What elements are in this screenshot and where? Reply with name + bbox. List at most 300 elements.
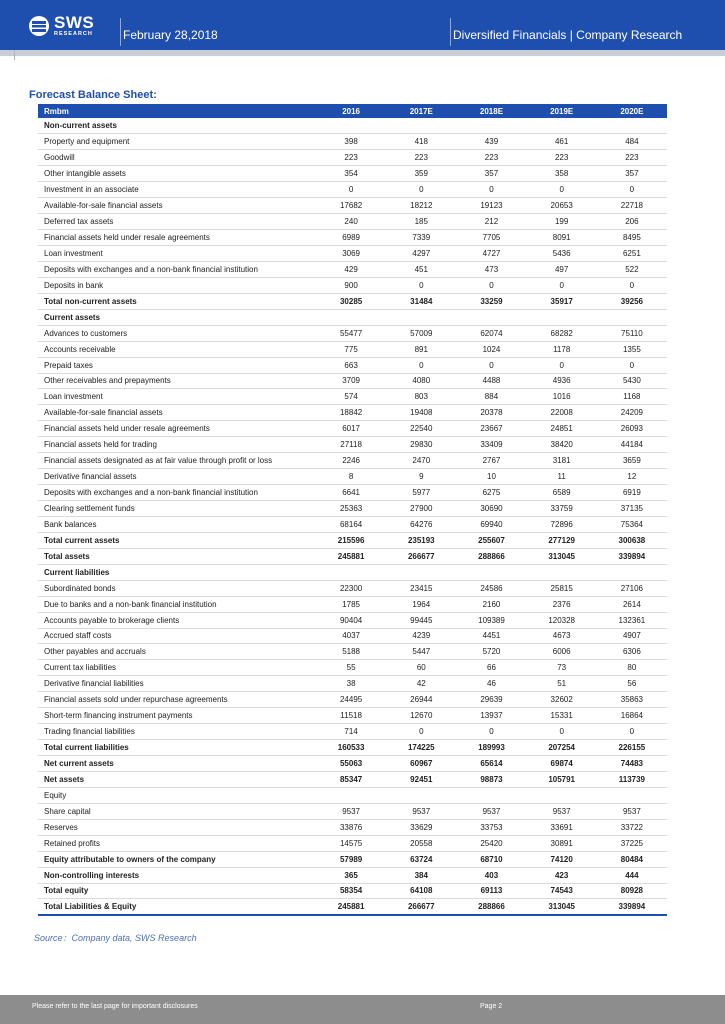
- cell-value: 25815: [527, 580, 597, 596]
- column-header-year: 2018E: [456, 104, 526, 118]
- column-header-label: Rmbm: [38, 104, 316, 118]
- cell-value: 313045: [527, 899, 597, 915]
- cell-value: 25363: [316, 501, 386, 517]
- row-label: Deposits with exchanges and a non-bank financial institution: [38, 261, 316, 277]
- cell-value: 5447: [386, 644, 456, 660]
- table-row: [38, 787, 667, 803]
- table-row: [38, 437, 667, 453]
- row-label: Total assets: [38, 548, 316, 564]
- cell-value: 75364: [597, 516, 667, 532]
- cell-value: 403: [456, 867, 526, 883]
- cell-value: 245881: [316, 548, 386, 564]
- cell-value: 9537: [316, 803, 386, 819]
- cell-value: 64108: [386, 883, 456, 899]
- cell-value: 0: [456, 724, 526, 740]
- row-label: Non-current assets: [38, 118, 316, 134]
- cell-value: 900: [316, 277, 386, 293]
- cell-value: 255607: [456, 532, 526, 548]
- cell-value: 33722: [597, 819, 667, 835]
- cell-value: 384: [386, 867, 456, 883]
- row-label: Reserves: [38, 819, 316, 835]
- cell-value: [527, 309, 597, 325]
- row-label: Total non-current assets: [38, 293, 316, 309]
- table-row: [38, 389, 667, 405]
- cell-value: 6306: [597, 644, 667, 660]
- cell-value: [316, 118, 386, 134]
- cell-value: 1168: [597, 389, 667, 405]
- cell-value: 17682: [316, 198, 386, 214]
- cell-value: 207254: [527, 740, 597, 756]
- table-row: [38, 277, 667, 293]
- cell-value: 4673: [527, 628, 597, 644]
- cell-value: 0: [456, 277, 526, 293]
- cell-value: [386, 787, 456, 803]
- row-label: Goodwill: [38, 150, 316, 166]
- total-row: [38, 867, 667, 883]
- header-underline: [0, 50, 725, 56]
- row-label: Derivative financial assets: [38, 469, 316, 485]
- table-row: [38, 341, 667, 357]
- cell-value: 60967: [386, 756, 456, 772]
- cell-value: 0: [527, 277, 597, 293]
- cell-value: 10: [456, 469, 526, 485]
- table-row: [38, 516, 667, 532]
- cell-value: 4451: [456, 628, 526, 644]
- cell-value: 1024: [456, 341, 526, 357]
- cell-value: 3659: [597, 453, 667, 469]
- row-label: Available-for-sale financial assets: [38, 405, 316, 421]
- cell-value: 23415: [386, 580, 456, 596]
- cell-value: 11: [527, 469, 597, 485]
- cell-value: 19123: [456, 198, 526, 214]
- cell-value: 2614: [597, 596, 667, 612]
- cell-value: 0: [456, 182, 526, 198]
- cell-value: 223: [597, 150, 667, 166]
- cell-value: 574: [316, 389, 386, 405]
- cell-value: 240: [316, 214, 386, 230]
- table-row: [38, 150, 667, 166]
- row-label: Financial assets held under resale agreements: [38, 230, 316, 246]
- cell-value: 18212: [386, 198, 456, 214]
- cell-value: 223: [527, 150, 597, 166]
- cell-value: [316, 564, 386, 580]
- cell-value: 0: [456, 357, 526, 373]
- cell-value: 418: [386, 134, 456, 150]
- cell-value: 2376: [527, 596, 597, 612]
- cell-value: 57009: [386, 325, 456, 341]
- cell-value: 16864: [597, 708, 667, 724]
- cell-value: 300638: [597, 532, 667, 548]
- row-label: Financial assets held for trading: [38, 437, 316, 453]
- table-row: [38, 261, 667, 277]
- cell-value: 160533: [316, 740, 386, 756]
- cell-value: 891: [386, 341, 456, 357]
- cell-value: 473: [456, 261, 526, 277]
- cell-value: 30891: [527, 835, 597, 851]
- source-note: Source：Company data, SWS Research: [34, 933, 197, 943]
- cell-value: 522: [597, 261, 667, 277]
- cell-value: 4936: [527, 373, 597, 389]
- cell-value: [597, 787, 667, 803]
- sws-logo: [28, 14, 94, 38]
- cell-value: 105791: [527, 771, 597, 787]
- table-row: [38, 628, 667, 644]
- table-row: [38, 692, 667, 708]
- table-row: [38, 676, 667, 692]
- row-label: Due to banks and a non-bank financial institution: [38, 596, 316, 612]
- cell-value: 39256: [597, 293, 667, 309]
- table-row: [38, 819, 667, 835]
- report-category: Diversified Financials | Company Research: [453, 28, 683, 42]
- row-label: Prepaid taxes: [38, 357, 316, 373]
- cell-value: 9537: [386, 803, 456, 819]
- table-row: [38, 246, 667, 262]
- cell-value: 803: [386, 389, 456, 405]
- cell-value: 51: [527, 676, 597, 692]
- cell-value: [527, 787, 597, 803]
- table-row: [38, 803, 667, 819]
- cell-value: 288866: [456, 899, 526, 915]
- header-divider: [14, 50, 15, 60]
- cell-value: 223: [456, 150, 526, 166]
- forecast-balance-sheet-table: [38, 104, 667, 916]
- header-separator: [450, 18, 451, 46]
- row-label: Trading financial liabilities: [38, 724, 316, 740]
- cell-value: 30690: [456, 501, 526, 517]
- table-row: [38, 182, 667, 198]
- section-row: [38, 118, 667, 134]
- cell-value: 74483: [597, 756, 667, 772]
- cell-value: 423: [527, 867, 597, 883]
- cell-value: 339894: [597, 548, 667, 564]
- table-row: [38, 612, 667, 628]
- cell-value: 3069: [316, 246, 386, 262]
- cell-value: [597, 118, 667, 134]
- page-number: Page 2: [480, 1003, 503, 1010]
- cell-value: 22008: [527, 405, 597, 421]
- cell-value: [527, 118, 597, 134]
- cell-value: 1355: [597, 341, 667, 357]
- cell-value: [597, 564, 667, 580]
- cell-value: 9537: [456, 803, 526, 819]
- cell-value: 189993: [456, 740, 526, 756]
- cell-value: 2246: [316, 453, 386, 469]
- cell-value: 27106: [597, 580, 667, 596]
- row-label: Investment in an associate: [38, 182, 316, 198]
- cell-value: 6589: [527, 485, 597, 501]
- total-row: [38, 899, 667, 915]
- table-row: [38, 134, 667, 150]
- row-label: Available-for-sale financial assets: [38, 198, 316, 214]
- row-label: Deferred tax assets: [38, 214, 316, 230]
- cell-value: 4297: [386, 246, 456, 262]
- cell-value: 0: [386, 724, 456, 740]
- row-label: Accounts payable to brokerage clients: [38, 612, 316, 628]
- row-label: Accounts receivable: [38, 341, 316, 357]
- table-row: [38, 485, 667, 501]
- cell-value: 451: [386, 261, 456, 277]
- cell-value: 4488: [456, 373, 526, 389]
- cell-value: 9: [386, 469, 456, 485]
- cell-value: 68282: [527, 325, 597, 341]
- cell-value: 398: [316, 134, 386, 150]
- cell-value: 19408: [386, 405, 456, 421]
- cell-value: 68710: [456, 851, 526, 867]
- row-label: Clearing settlement funds: [38, 501, 316, 517]
- cell-value: 2160: [456, 596, 526, 612]
- cell-value: 33876: [316, 819, 386, 835]
- total-row: [38, 883, 667, 899]
- column-header-year: 2019E: [527, 104, 597, 118]
- cell-value: 132361: [597, 612, 667, 628]
- cell-value: 38420: [527, 437, 597, 453]
- cell-value: 884: [456, 389, 526, 405]
- cell-value: 31484: [386, 293, 456, 309]
- cell-value: 33259: [456, 293, 526, 309]
- cell-value: 68164: [316, 516, 386, 532]
- report-date: February 28,2018: [123, 28, 218, 42]
- cell-value: [316, 787, 386, 803]
- cell-value: 23667: [456, 421, 526, 437]
- total-row: [38, 293, 667, 309]
- row-label: Advances to customers: [38, 325, 316, 341]
- total-row: [38, 740, 667, 756]
- table-row: [38, 644, 667, 660]
- page-header: [0, 0, 725, 50]
- table-row: [38, 660, 667, 676]
- column-header-year: 2020E: [597, 104, 667, 118]
- cell-value: 12: [597, 469, 667, 485]
- cell-value: 109389: [456, 612, 526, 628]
- table-row: [38, 453, 667, 469]
- total-row: [38, 851, 667, 867]
- logo-text: SWS: [54, 13, 95, 32]
- cell-value: 37225: [597, 835, 667, 851]
- cell-value: 1178: [527, 341, 597, 357]
- row-label: Deposits with exchanges and a non-bank financial institution: [38, 485, 316, 501]
- total-row: [38, 771, 667, 787]
- cell-value: 359: [386, 166, 456, 182]
- cell-value: 33753: [456, 819, 526, 835]
- cell-value: 99445: [386, 612, 456, 628]
- cell-value: 5188: [316, 644, 386, 660]
- row-label: Current tax liabilities: [38, 660, 316, 676]
- cell-value: 206: [597, 214, 667, 230]
- cell-value: 13937: [456, 708, 526, 724]
- table-row: [38, 469, 667, 485]
- table-row: [38, 708, 667, 724]
- cell-value: 24209: [597, 405, 667, 421]
- total-row: [38, 756, 667, 772]
- cell-value: 22718: [597, 198, 667, 214]
- cell-value: [456, 564, 526, 580]
- cell-value: 199: [527, 214, 597, 230]
- cell-value: 212: [456, 214, 526, 230]
- table-row: [38, 580, 667, 596]
- cell-value: 113739: [597, 771, 667, 787]
- row-label: Financial assets designated as at fair value through profit or loss: [38, 453, 316, 469]
- cell-value: 73: [527, 660, 597, 676]
- cell-value: [316, 309, 386, 325]
- row-label: Equity: [38, 787, 316, 803]
- cell-value: 20378: [456, 405, 526, 421]
- table-row: [38, 214, 667, 230]
- cell-value: 30285: [316, 293, 386, 309]
- cell-value: 20653: [527, 198, 597, 214]
- cell-value: 226155: [597, 740, 667, 756]
- row-label: Net assets: [38, 771, 316, 787]
- cell-value: 6641: [316, 485, 386, 501]
- cell-value: 223: [386, 150, 456, 166]
- sws-logo-icon: [28, 15, 50, 37]
- cell-value: 1785: [316, 596, 386, 612]
- cell-value: 22540: [386, 421, 456, 437]
- row-label: Retained profits: [38, 835, 316, 851]
- cell-value: 69874: [527, 756, 597, 772]
- cell-value: 365: [316, 867, 386, 883]
- cell-value: 64276: [386, 516, 456, 532]
- cell-value: 3181: [527, 453, 597, 469]
- row-label: Current assets: [38, 309, 316, 325]
- cell-value: 9537: [597, 803, 667, 819]
- cell-value: 714: [316, 724, 386, 740]
- cell-value: 27900: [386, 501, 456, 517]
- row-label: Financial assets held under resale agreements: [38, 421, 316, 437]
- cell-value: 44184: [597, 437, 667, 453]
- row-label: Property and equipment: [38, 134, 316, 150]
- cell-value: 339894: [597, 899, 667, 915]
- cell-value: 46: [456, 676, 526, 692]
- table-header-row: [38, 104, 667, 118]
- row-label: Equity attributable to owners of the company: [38, 851, 316, 867]
- cell-value: 8495: [597, 230, 667, 246]
- cell-value: 7705: [456, 230, 526, 246]
- cell-value: 174225: [386, 740, 456, 756]
- cell-value: 0: [597, 182, 667, 198]
- cell-value: 38: [316, 676, 386, 692]
- cell-value: 0: [597, 724, 667, 740]
- cell-value: [456, 118, 526, 134]
- cell-value: 357: [597, 166, 667, 182]
- cell-value: [386, 309, 456, 325]
- table-row: [38, 421, 667, 437]
- table-row: [38, 166, 667, 182]
- row-label: Share capital: [38, 803, 316, 819]
- cell-value: 37135: [597, 501, 667, 517]
- cell-value: 439: [456, 134, 526, 150]
- table-row: [38, 835, 667, 851]
- cell-value: 33409: [456, 437, 526, 453]
- cell-value: 26093: [597, 421, 667, 437]
- cell-value: 429: [316, 261, 386, 277]
- cell-value: 2767: [456, 453, 526, 469]
- cell-value: 0: [386, 277, 456, 293]
- cell-value: 277129: [527, 532, 597, 548]
- row-label: Loan investment: [38, 246, 316, 262]
- cell-value: 266677: [386, 899, 456, 915]
- cell-value: 12670: [386, 708, 456, 724]
- cell-value: 55477: [316, 325, 386, 341]
- cell-value: 20558: [386, 835, 456, 851]
- cell-value: 5720: [456, 644, 526, 660]
- cell-value: 33629: [386, 819, 456, 835]
- row-label: Accrued staff costs: [38, 628, 316, 644]
- cell-value: 60: [386, 660, 456, 676]
- cell-value: 80484: [597, 851, 667, 867]
- cell-value: 69940: [456, 516, 526, 532]
- cell-value: 484: [597, 134, 667, 150]
- table-body: [38, 118, 667, 915]
- cell-value: 15331: [527, 708, 597, 724]
- cell-value: 26944: [386, 692, 456, 708]
- cell-value: 6919: [597, 485, 667, 501]
- section-row: [38, 309, 667, 325]
- cell-value: 0: [527, 182, 597, 198]
- cell-value: 223: [316, 150, 386, 166]
- column-header-year: 2017E: [386, 104, 456, 118]
- cell-value: 57989: [316, 851, 386, 867]
- table-row: [38, 230, 667, 246]
- cell-value: [386, 564, 456, 580]
- cell-value: 33759: [527, 501, 597, 517]
- row-label: Loan investment: [38, 389, 316, 405]
- cell-value: 65614: [456, 756, 526, 772]
- cell-value: 27118: [316, 437, 386, 453]
- cell-value: 98873: [456, 771, 526, 787]
- cell-value: 120328: [527, 612, 597, 628]
- section-title: Forecast Balance Sheet:: [29, 89, 157, 101]
- cell-value: 357: [456, 166, 526, 182]
- cell-value: 4907: [597, 628, 667, 644]
- cell-value: 32602: [527, 692, 597, 708]
- cell-value: [386, 118, 456, 134]
- cell-value: 22300: [316, 580, 386, 596]
- cell-value: 8091: [527, 230, 597, 246]
- cell-value: 24586: [456, 580, 526, 596]
- cell-value: 14575: [316, 835, 386, 851]
- table-row: [38, 724, 667, 740]
- cell-value: 24851: [527, 421, 597, 437]
- cell-value: 55: [316, 660, 386, 676]
- cell-value: 0: [597, 357, 667, 373]
- cell-value: 0: [527, 724, 597, 740]
- table-row: [38, 357, 667, 373]
- cell-value: 4037: [316, 628, 386, 644]
- cell-value: 35863: [597, 692, 667, 708]
- cell-value: 29830: [386, 437, 456, 453]
- row-label: Deposits in bank: [38, 277, 316, 293]
- section-row: [38, 564, 667, 580]
- row-label: Short-term financing instrument payments: [38, 708, 316, 724]
- cell-value: 266677: [386, 548, 456, 564]
- cell-value: [597, 309, 667, 325]
- cell-value: 0: [386, 357, 456, 373]
- row-label: Derivative financial liabilities: [38, 676, 316, 692]
- cell-value: 58354: [316, 883, 386, 899]
- cell-value: 444: [597, 867, 667, 883]
- cell-value: 4239: [386, 628, 456, 644]
- cell-value: 245881: [316, 899, 386, 915]
- cell-value: 1964: [386, 596, 456, 612]
- cell-value: 85347: [316, 771, 386, 787]
- column-header-year: 2016: [316, 104, 386, 118]
- row-label: Current liabilities: [38, 564, 316, 580]
- row-label: Other payables and accruals: [38, 644, 316, 660]
- cell-value: 55063: [316, 756, 386, 772]
- total-row: [38, 548, 667, 564]
- cell-value: 497: [527, 261, 597, 277]
- cell-value: 24495: [316, 692, 386, 708]
